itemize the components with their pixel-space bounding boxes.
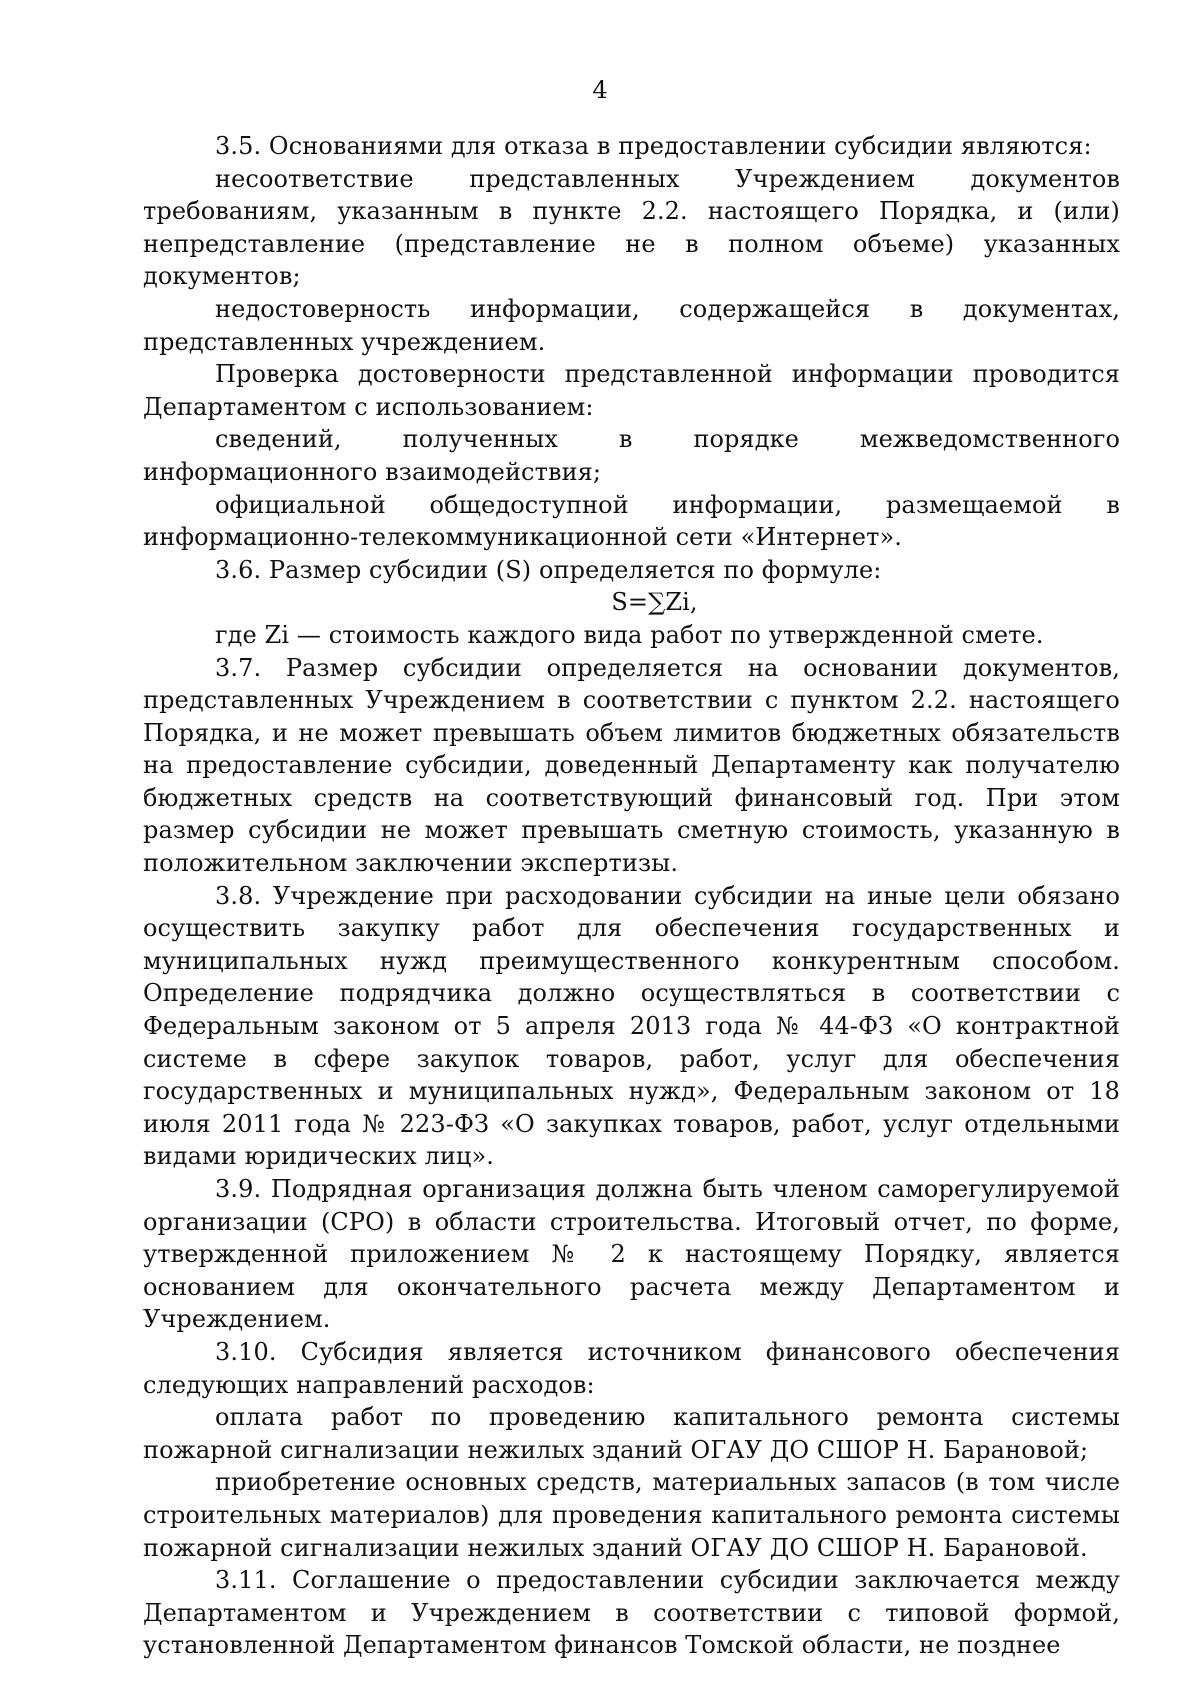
paragraph-3-11: 3.11. Соглашение о предоставлении субсидии заключается между Департаментом и Учреждением в соответствии с типовой формой, установленной Департаментом финансов Томской области, не позднее	[143, 1566, 1120, 1660]
paragraph-3-8: 3.8. Учреждение при расходовании субсидии на иные цели обязано осуществить закупку работ для обеспечения государственных и муниципальных нужд преимущественного конкурентным способом. Определение подрядчика должно осуществляться в соответствии с Федеральным законом от 5 апреля 2013 года № 44-ФЗ «О контрактной системе в сфере закупок товаров, работ, услуг для обеспечения государственных и муниципальных нужд», Федеральным законом от 18 июля 2011 года № 223-ФЗ «О закупках товаров, работ, услуг отдельными видами юридических лиц».	[143, 881, 1120, 1171]
paragraph-formula-legend: где Zi — стоимость каждого вида работ по утвержденной смете.	[215, 620, 1044, 649]
paragraph-verification: Проверка достоверности представленной информации проводится Департаментом с использованием:	[143, 360, 1120, 421]
paragraph-3-9: 3.9. Подрядная организация должна быть членом саморегулируемой организации (СРО) в области строительства. Итоговый отчет, по форме, утвержденной приложением № 2 к настоящему Порядку, является основанием для окончательного расчета между Департаментом и Учреждением.	[143, 1175, 1120, 1334]
paragraph-expense-2: приобретение основных средств, материальных запасов (в том числе строительных материалов) для проведения капитального ремонта системы пожарной сигнализации нежилых зданий ОГАУ ДО СШОР Н. Барановой.	[143, 1468, 1120, 1562]
paragraph-verification-source-1: сведений, полученных в порядке межведомственного информационного взаимодействия;	[143, 425, 1120, 486]
document-body	[143, 130, 1120, 1662]
paragraph-3-6: 3.6. Размер субсидии (S) определяется по формуле:	[215, 555, 882, 584]
page-number: 4	[592, 76, 608, 104]
paragraph-refusal-reason-2: недостоверность информации, содержащейся в документах, представленных учреждением.	[143, 294, 1120, 356]
paragraph-3-7: 3.7. Размер субсидии определяется на основании документов, представленных Учреждением в соответствии с пунктом 2.2. настоящего Порядка, и не может превышать объем лимитов бюджетных обязательств на предоставление субсидии, доведенный Департаменту как получателю бюджетных средств на соответствующий финансовый год. При этом размер субсидии не может превышать сметную стоимость, указанную в положительном заключении экспертизы.	[143, 653, 1120, 878]
paragraph-verification-source-2: официальной общедоступной информации, размещаемой в информационно-телекоммуникационной сети «Интернет».	[143, 490, 1120, 552]
paragraph-expense-1: оплата работ по проведению капитального ремонта системы пожарной сигнализации нежилых зданий ОГАУ ДО СШОР Н. Барановой;	[143, 1403, 1120, 1464]
paragraph-3-10: 3.10. Субсидия является источником финансового обеспечения следующих направлений расходов:	[143, 1337, 1120, 1399]
paragraph-3-5: 3.5. Основаниями для отказа в предоставлении субсидии являются:	[215, 132, 1092, 160]
paragraph-refusal-reason-1: несоответствие представленных Учреждением документов требованиям, указанным в пункте 2.2. настоящего Порядка, и (или) непредставление (представление не в полном объеме) указанных документов;	[143, 164, 1120, 291]
formula: S=∑Zi,	[611, 588, 698, 617]
